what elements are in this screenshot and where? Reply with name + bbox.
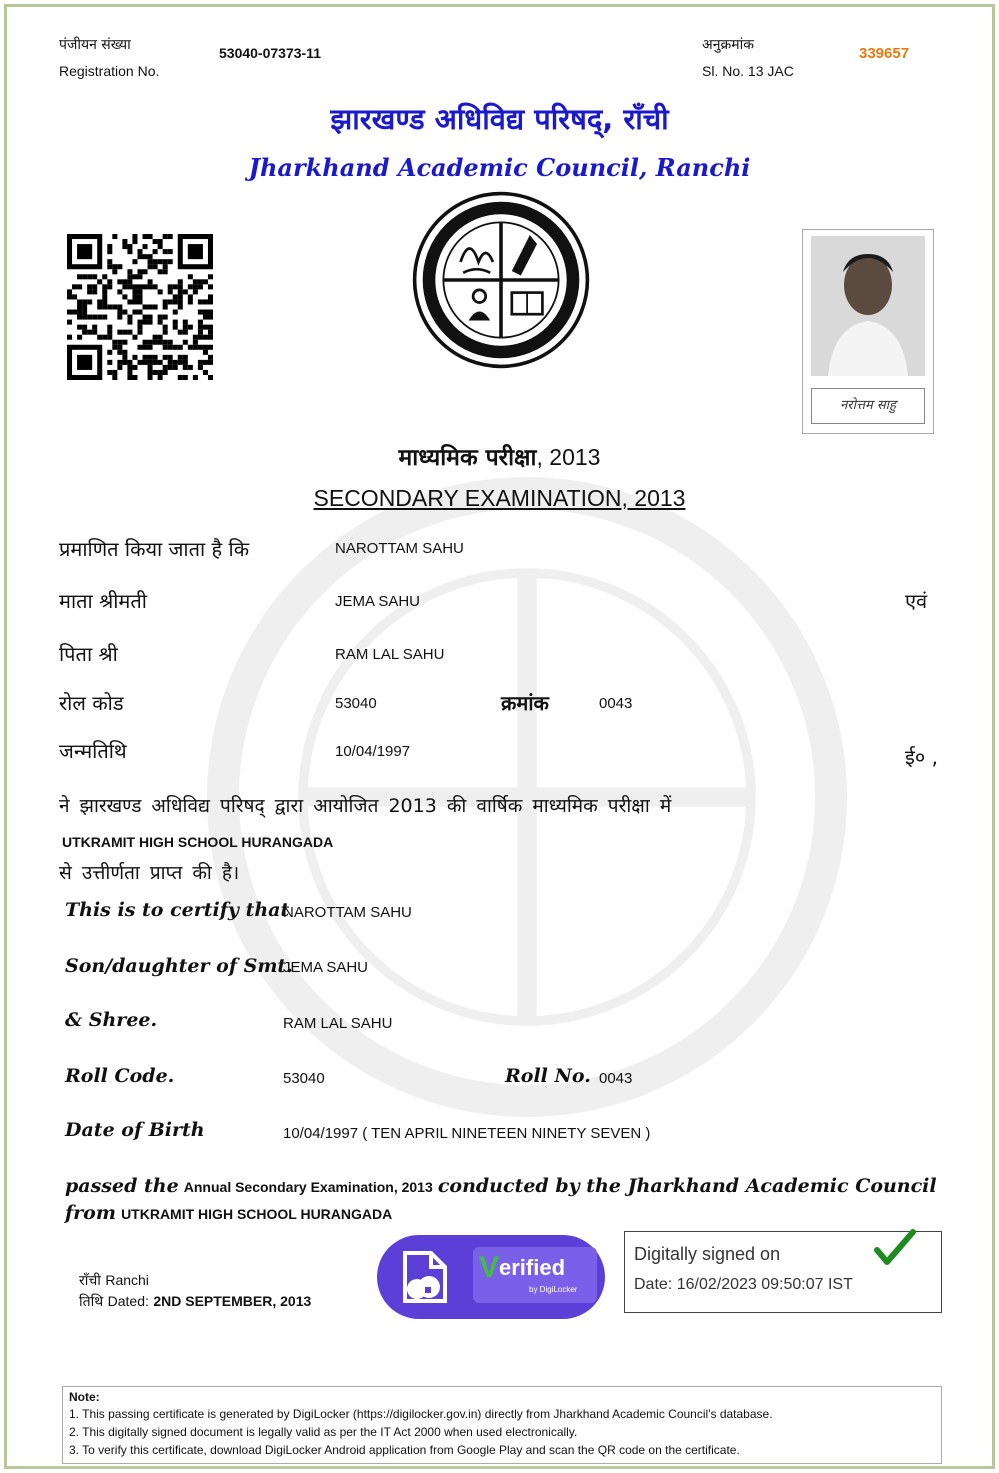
hi-dob: 10/04/1997: [335, 743, 411, 760]
hi-dob-label: जन्मतिथि: [59, 739, 127, 763]
en-roll-code: 53040: [283, 1070, 325, 1087]
exam-title-hi-text: माध्यमिक परीक्षा: [398, 445, 537, 471]
en-mother-label: Son/daughter of Smt.: [65, 955, 293, 977]
registration-label-en: Registration No.: [59, 63, 160, 79]
student-photo: [802, 229, 934, 434]
en-exam-name: Annual Secondary Examination, 2013: [183, 1179, 433, 1195]
serial-label-hi: अनुक्रमांक: [702, 37, 754, 53]
en-student-name: NAROTTAM SAHU: [283, 904, 412, 921]
registration-number: 53040-07373-11: [219, 45, 321, 61]
note-item: 3. To verify this certificate, download DigiLocker Android application from Google Play and scan the QR code on the certificate.: [69, 1443, 740, 1457]
en-mother-name: JEMA SAHU: [283, 959, 369, 976]
en-roll-no-label: Roll No.: [505, 1065, 591, 1087]
student-photo-image: [803, 230, 933, 380]
en-dob-label: Date of Birth: [65, 1119, 205, 1141]
en-father-name: RAM LAL SAHU: [283, 1015, 393, 1032]
verified-badge[interactable]: [377, 1235, 605, 1319]
note-item: 1. This passing certificate is generated by DigiLocker (https://digilocker.gov.in) directly from Jharkhand Academic Council's database.: [69, 1407, 773, 1421]
en-school-name: UTKRAMIT HIGH SCHOOL HURANGADA: [121, 1206, 393, 1222]
hi-mother-name: JEMA SAHU: [335, 593, 421, 610]
en-from-label: from: [65, 1202, 116, 1224]
en-dob: 10/04/1997 ( TEN APRIL NINETEEN NINETY SEVEN ): [283, 1125, 651, 1142]
council-name-hindi: झारखण्ड अधिविद्य परिषद्, राँची: [330, 102, 669, 136]
verified-by-text: by DigiLocker: [529, 1285, 578, 1294]
hi-passed-line: ने झारखण्ड अधिविद्य परिषद् द्वारा आयोजित 2013 की वार्षिक माध्यमिक परीक्षा में: [59, 795, 672, 817]
en-roll-code-label: Roll Code.: [65, 1065, 175, 1087]
signed-date-label: Date:: [634, 1276, 673, 1293]
en-certify-label: This is to certify that: [65, 899, 290, 921]
note-item: 2. This digitally signed document is legally valid as per the IT Act 2000 when used electronically.: [69, 1425, 578, 1439]
hi-roll-no-label: क्रमांक: [501, 691, 549, 715]
council-name-english: Jharkhand Academic Council, Ranchi: [248, 153, 751, 182]
date-hi-label: तिथि: [79, 1294, 104, 1310]
hi-and-label: एवं: [905, 589, 928, 613]
serial-label-en: Sl. No. 13 JAC: [702, 63, 794, 79]
hi-father-name: RAM LAL SAHU: [335, 646, 445, 663]
hi-student-name: NAROTTAM SAHU: [335, 540, 464, 557]
note-title: Note:: [69, 1390, 100, 1404]
verified-text: erified: [499, 1255, 566, 1280]
date-label: Dated:: [107, 1293, 149, 1309]
exam-title-hi-year: , 2013: [536, 444, 601, 470]
exam-title-hi: [7, 440, 992, 472]
place-line: [79, 1271, 149, 1290]
en-conducted-label: conducted by the Jharkhand Academic Council: [437, 1175, 937, 1197]
en-passed-line: [65, 1175, 937, 1197]
hi-passed-end: से उत्तीर्णता प्राप्त की है।: [59, 862, 240, 884]
checkmark-icon: [873, 1228, 917, 1268]
digitally-signed-label: Digitally signed on: [634, 1244, 781, 1264]
issue-date: 2ND SEPTEMBER, 2013: [153, 1293, 312, 1309]
hi-year-suffix: ई० ,: [905, 745, 938, 769]
en-father-label: & Shree.: [65, 1009, 158, 1031]
document-cloud-icon: [395, 1249, 457, 1305]
hi-roll-no: 0043: [599, 695, 633, 712]
en-roll-no: 0043: [599, 1070, 633, 1087]
hi-certify-label: प्रमाणित किया जाता है कि: [59, 537, 250, 561]
verified-label-box: [473, 1247, 597, 1303]
hi-roll-code: 53040: [335, 695, 377, 712]
signed-date-line: [634, 1276, 853, 1294]
council-seal-icon: [411, 190, 591, 370]
exam-title-en: SECONDARY EXAMINATION, 2013: [313, 485, 686, 511]
note-box: [62, 1386, 942, 1464]
qr-code-icon: [67, 234, 213, 380]
hi-mother-label: माता श्रीमती: [59, 589, 147, 613]
hi-school-name: UTKRAMIT HIGH SCHOOL HURANGADA: [62, 834, 334, 850]
registration-label-hi: पंजीयन संख्या: [59, 37, 131, 53]
digital-signature-box: [624, 1231, 942, 1313]
student-signature: नरोत्तम साहु: [811, 388, 925, 424]
place-hi: राँची: [79, 1273, 101, 1289]
en-passed-label: passed the: [65, 1175, 179, 1197]
hi-roll-code-label: रोल कोड: [59, 691, 124, 715]
serial-number: 339657: [859, 45, 910, 62]
en-from-line: [65, 1202, 392, 1224]
dated-line: [79, 1292, 311, 1311]
hi-father-label: पिता श्री: [59, 642, 118, 666]
check-v-icon: V: [479, 1251, 500, 1284]
certificate-page: [4, 4, 995, 1469]
place-en: Ranchi: [105, 1272, 149, 1288]
signed-date: 16/02/2023 09:50:07 IST: [676, 1276, 853, 1293]
